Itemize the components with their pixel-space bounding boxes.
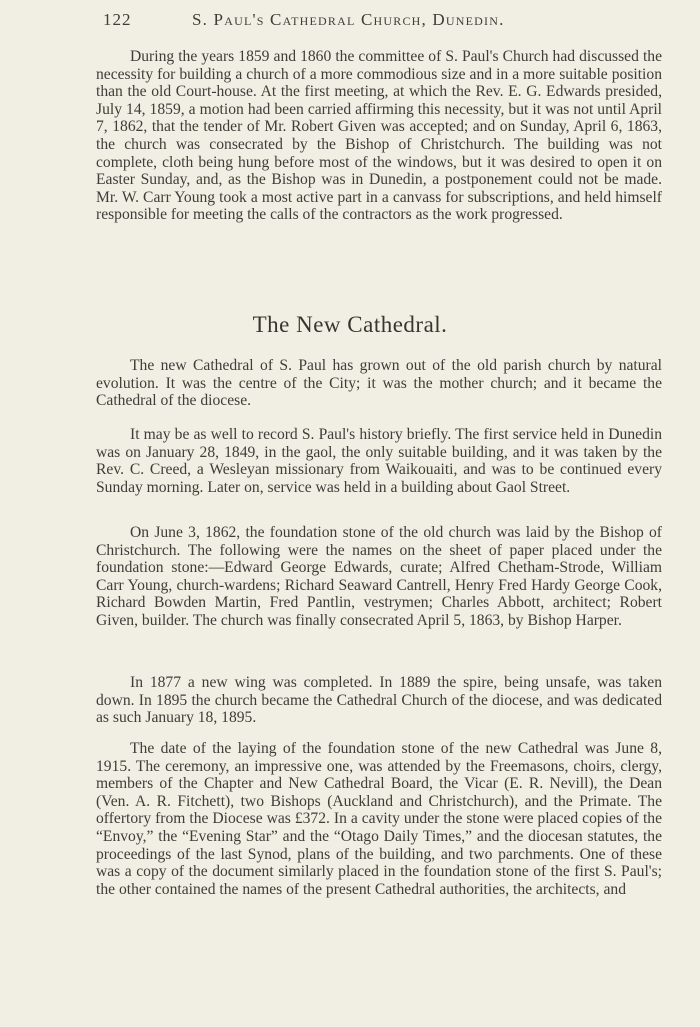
paragraph-text: It may be as well to record S. Paul's history briefly. The first service held in Dunedin was on January 28, 1849, in the gaol, the only suitable building, and it was taken by the Rev. C. Creed, a Wesleyan missionary from Waikouaiti, and was to be continued every Sunday morning. Later on, service was held in a building about Gaol Street. <box>96 426 662 496</box>
paragraph-text: During the years 1859 and 1860 the committee of S. Paul's Church had discussed the necessity for building a church of a more commodious size and in a more suitable position than the old Court-house. At the first meeting, at which the Rev. E. G. Edwards presided, July 14, 1859, a motion had been carried affirming this necessity, but it was not until April 7, 1862, that the tender of Mr. Robert Given was accepted; and on Sunday, April 6, 1863, the church was consecrated by the Bishop of Christchurch. The building was not complete, cloth being hung before most of the windows, but it was desired to open it on Easter Sunday, and, as the Bishop was in Dunedin, a postponement could not be made. Mr. W. Carr Young took a most active part in a canvass for subscriptions, and held himself responsible for meeting the calls of the contractors as the work progressed. <box>96 48 662 224</box>
paragraph-foundation-1862 <box>96 524 662 630</box>
paragraph-evolution <box>96 357 662 410</box>
paragraph-text: The date of the laying of the foundation stone of the new Cathedral was June 8, 1915. The ceremony, an impressive one, was attended by the Freemasons, choirs, clergy, members of the Chapter and New Cathedral Board, the Vicar (E. R. Nevill), the Dean (Ven. A. R. Fitchett), two Bishops (Auckland and Christchurch), and the Primate. The offertory from the Diocese was £372. In a cavity under the stone were placed copies of the “Envoy,” the “Evening Star” and the “Otago Daily Times,” and the diocesan statutes, the proceedings of the last Synod, plans of the building, and two parchments. One of these was a copy of the document similarly placed in the foundation stone of the first S. Paul's; the other contained the names of the present Cathedral authorities, the architects, and <box>96 740 662 898</box>
paragraph-committee <box>96 48 662 224</box>
paragraph-text: On June 3, 1862, the foundation stone of the old church was laid by the Bishop of Christchurch. The following were the names on the sheet of paper placed under the foundation stone:—Edward George Edwards, curate; Alfred Chetham-Strode, William Carr Young, church-wardens; Richard Seaward Cantrell, Henry Fred Hardy George Cook, Richard Bowden Martin, Fred Pantlin, vestrymen; Charles Abbott, architect; Robert Given, builder. The church was finally consecrated April 5, 1863, by Bishop Harper. <box>96 524 662 629</box>
paragraph-text: The new Cathedral of S. Paul has grown out of the old parish church by natural evolution. It was the centre of the City; it was the mother church; and it became the Cathedral of the diocese. <box>96 357 662 410</box>
paragraph-1877-wing <box>96 674 662 727</box>
paragraph-foundation-1915 <box>96 740 662 898</box>
page-header <box>0 10 700 34</box>
paragraph-history <box>96 426 662 496</box>
section-title: The New Cathedral. <box>252 312 448 337</box>
page-number: 122 <box>103 10 132 29</box>
running-title: S. Paul's Cathedral Church, Dunedin. <box>192 10 505 29</box>
paragraph-text: In 1877 a new wing was completed. In 1889 the spire, being unsafe, was taken down. In 1895 the church became the Cathedral Church of the diocese, and was dedicated as such January 18, 1895. <box>96 674 662 727</box>
